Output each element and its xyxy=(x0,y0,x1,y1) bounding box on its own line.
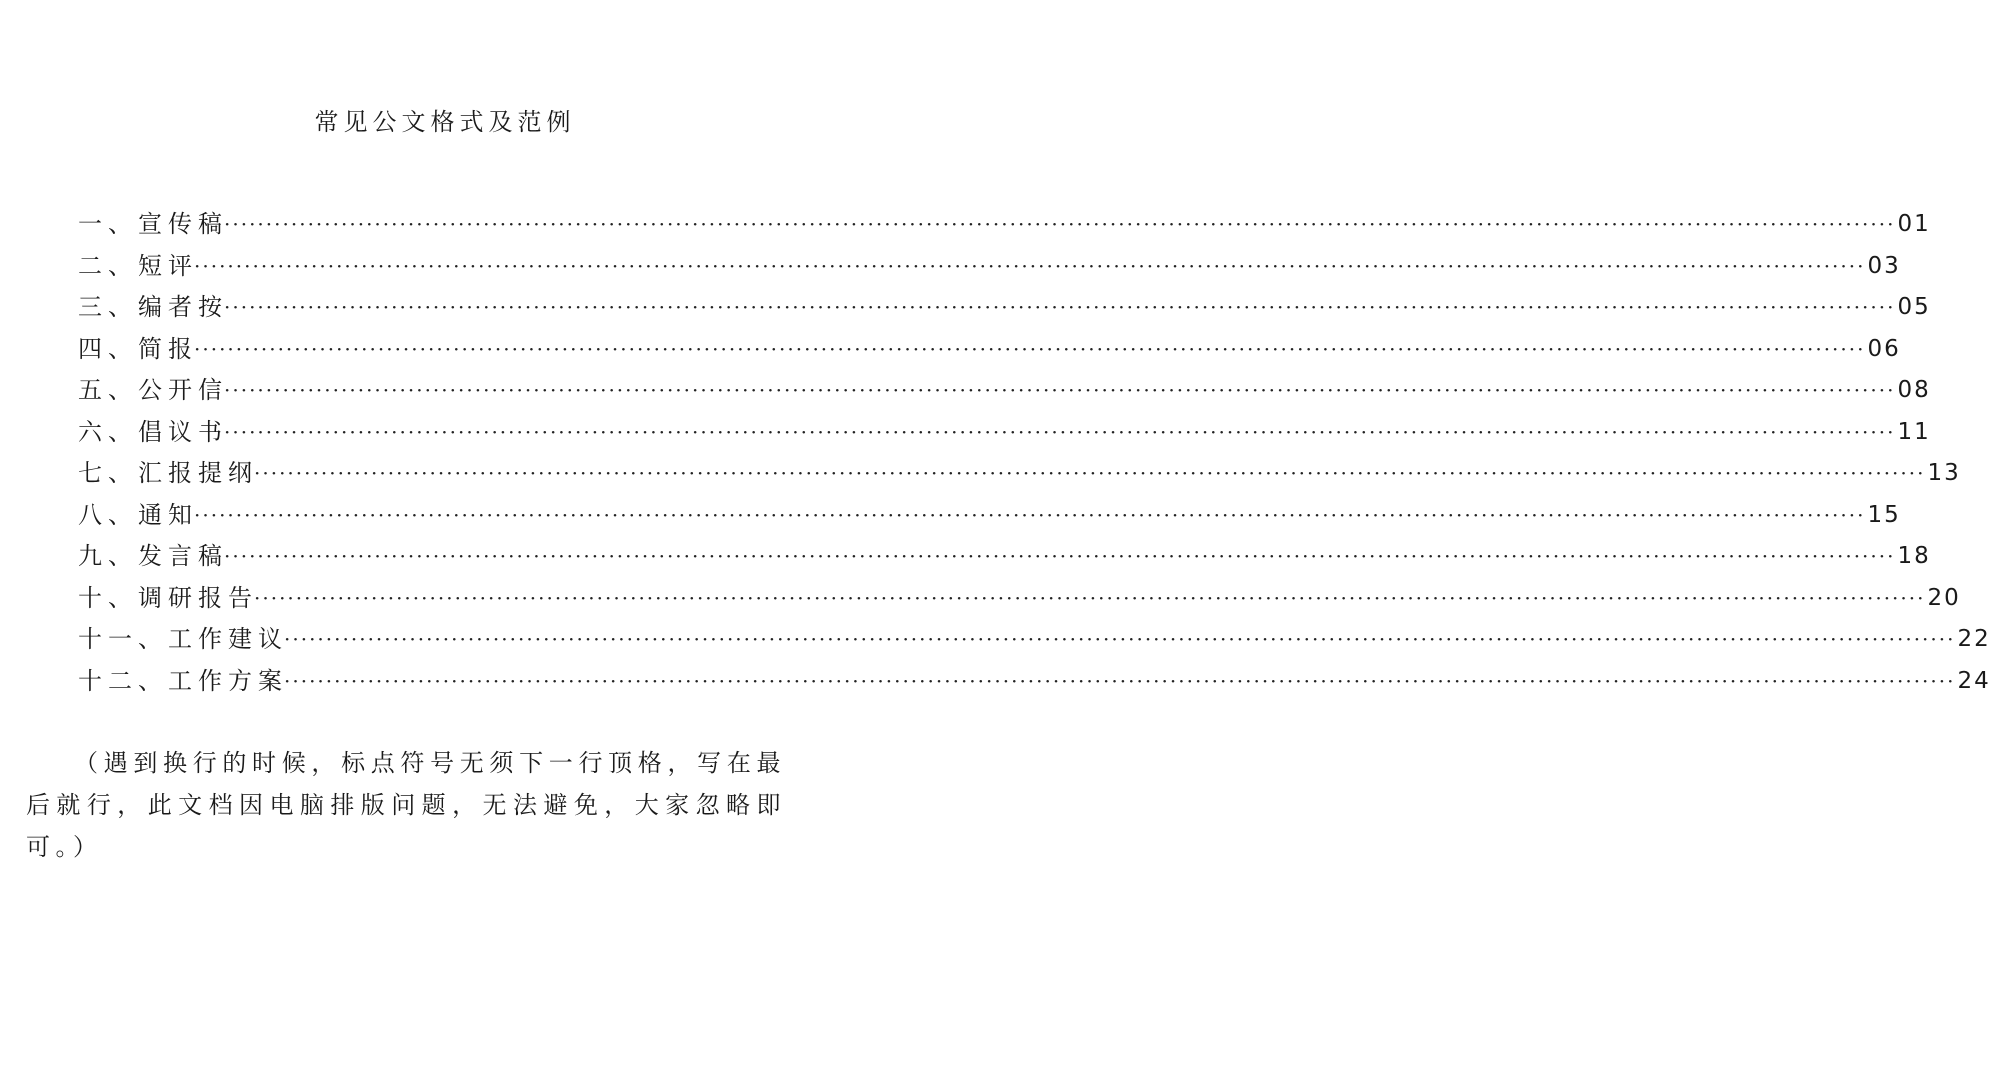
toc-entry[interactable] xyxy=(78,287,1931,329)
toc-entry-label: 三、编者按 xyxy=(78,293,228,321)
document-title: 常见公文格式及范例 xyxy=(314,108,576,136)
toc-dot-leader: ········································································································································································································ xyxy=(224,295,1896,319)
toc-entry-page-number: 03 xyxy=(1867,252,1901,279)
toc-dot-leader: ········································································································································································································ xyxy=(224,378,1896,402)
toc-dot-leader: ········································································································································································································ xyxy=(284,627,1956,651)
toc-entry-label: 一、宣传稿 xyxy=(78,210,228,238)
toc-entry[interactable] xyxy=(78,412,1931,454)
toc-entry-page-number: 08 xyxy=(1897,377,1931,403)
toc-entry-label: 五、公开信 xyxy=(78,376,228,404)
toc-entry-page-number: 13 xyxy=(1927,460,1961,486)
toc-entry[interactable] xyxy=(78,204,1931,246)
toc-entry[interactable] xyxy=(78,329,1901,371)
toc-entry-page-number: 15 xyxy=(1867,501,1901,528)
toc-dot-leader: ········································································································································································································ xyxy=(224,212,1896,236)
toc-dot-leader: ········································································································································································································ xyxy=(284,668,1956,693)
toc-entry-label: 六、倡议书 xyxy=(78,417,228,446)
toc-entry-label: 七、汇报提纲 xyxy=(78,459,258,487)
toc-dot-leader: ········································································································································································································ xyxy=(254,461,1926,485)
toc-entry[interactable] xyxy=(78,453,1961,495)
toc-dot-leader: ········································································································································································································ xyxy=(194,253,1866,278)
toc-entry-label: 九、发言稿 xyxy=(78,542,228,570)
toc-dot-leader: ········································································································································································································ xyxy=(224,544,1896,568)
toc-entry-label: 二、短评 xyxy=(78,251,198,280)
toc-entry-label: 四、简报 xyxy=(78,334,198,363)
toc-entry-page-number: 18 xyxy=(1897,543,1931,569)
toc-entry-page-number: 20 xyxy=(1927,584,1961,611)
toc-entry[interactable] xyxy=(78,578,1961,620)
toc-entry[interactable] xyxy=(78,536,1931,578)
toc-entry-page-number: 24 xyxy=(1957,667,1991,694)
toc-dot-leader: ········································································································································································································ xyxy=(194,502,1866,527)
toc-entry[interactable] xyxy=(78,495,1901,537)
layout-note: （遇到换行的时候，标点符号无须下一行顶格，写在最后就行，此文档因电脑排版问题，无法避免，大家忽略即可。） xyxy=(26,749,786,861)
toc-entry[interactable] xyxy=(78,619,1991,661)
toc-entry-page-number: 05 xyxy=(1897,294,1931,320)
toc-entry[interactable] xyxy=(78,246,1901,288)
toc-entry-page-number: 01 xyxy=(1897,211,1931,237)
toc-entry[interactable] xyxy=(78,661,1991,703)
toc-entry-label: 十一、工作建议 xyxy=(78,625,288,653)
toc-entry-label: 八、通知 xyxy=(78,500,198,529)
toc-entry-page-number: 11 xyxy=(1897,418,1931,445)
toc-entry-label: 十、调研报告 xyxy=(78,583,258,612)
toc-dot-leader: ········································································································································································································ xyxy=(194,336,1866,361)
toc-entry-page-number: 06 xyxy=(1867,335,1901,362)
table-of-contents xyxy=(78,204,1991,702)
toc-dot-leader: ········································································································································································································ xyxy=(224,419,1896,444)
toc-entry-page-number: 22 xyxy=(1957,626,1991,652)
toc-entry[interactable] xyxy=(78,370,1931,412)
toc-entry-label: 十二、工作方案 xyxy=(78,666,288,695)
toc-dot-leader: ········································································································································································································ xyxy=(254,585,1926,610)
